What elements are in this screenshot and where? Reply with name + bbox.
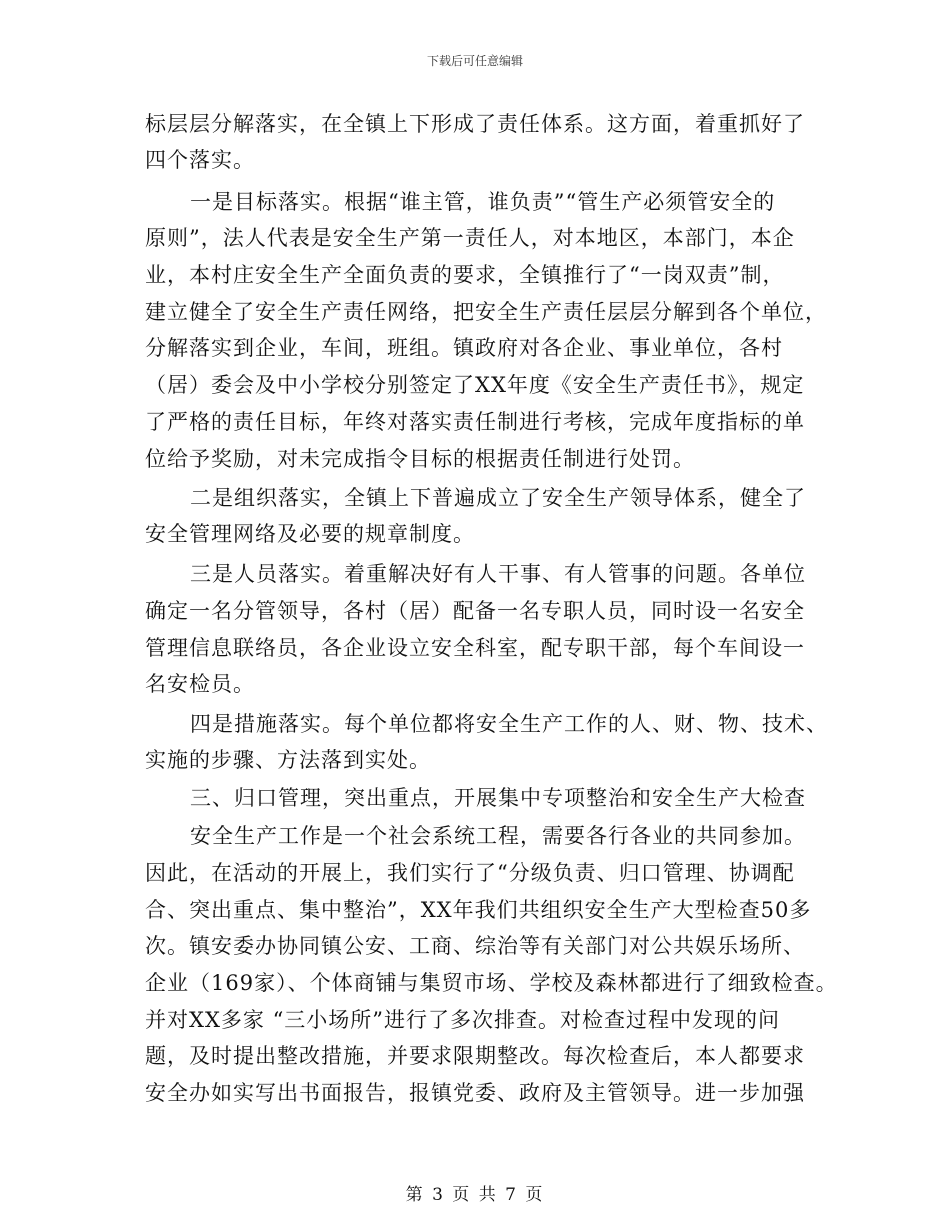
text-line: 安全办如实写出书面报告，报镇党委、政府及主管领导。进一步加强 <box>145 1081 805 1105</box>
text-line: 因此，在活动的开展上，我们实行了“分级负责、归口管理、协调配 <box>145 861 795 885</box>
text-line: 确定一名分管领导，各村（居）配备一名专职人员，同时设一名安全 <box>145 599 805 623</box>
text-line: 名安检员。 <box>145 672 255 696</box>
text-line: 四个落实。 <box>145 148 255 172</box>
section-heading: 三、归口管理，突出重点，开展集中专项整治和安全生产大检查 <box>190 786 806 810</box>
text-line: 合、突出重点、集中整治”，XX年我们共组织安全生产大型检查50多 <box>145 898 812 922</box>
text-line: 二是组织落实，全镇上下普遍成立了安全生产领导体系，健全了 <box>190 486 806 510</box>
text-line: 管理信息联络员，各企业设立安全科室，配专职干部，每个车间设一 <box>145 636 805 660</box>
text-line: 企业（169家）、个体商铺与集贸市场、学校及森林都进行了细致检查。 <box>145 971 838 995</box>
page-header-note: 下载后可任意编辑 <box>426 54 523 68</box>
text-line: （居）委会及中小学校分别签定了XX年度《安全生产责任书》，规定 <box>145 373 805 397</box>
text-line: 实施的步骤、方法落到实处。 <box>145 748 431 772</box>
text-line: 一是目标落实。根据“谁主管，谁负责”“管生产必须管安全的 <box>190 190 776 214</box>
text-line: 四是措施落实。每个单位都将安全生产工作的人、财、物、技术、 <box>190 712 828 736</box>
text-line: 安全生产工作是一个社会系统工程，需要各行各业的共同参加。 <box>190 824 806 848</box>
text-line: 位给予奖励，对未完成指令目标的根据责任制进行处罚。 <box>145 447 695 471</box>
text-line: 标层层分解落实，在全镇上下形成了责任体系。这方面，着重抓好了 <box>145 112 805 136</box>
text-line: 安全管理网络及必要的规章制度。 <box>145 522 475 546</box>
text-line: 题，及时提出整改措施，并要求限期整改。每次检查后，本人都要求 <box>145 1044 805 1068</box>
page-number: 第 3 页 共 7 页 <box>405 1185 545 1205</box>
text-line: 了严格的责任目标，年终对落实责任制进行考核，完成年度指标的单 <box>145 410 805 434</box>
text-line: 建立健全了安全生产责任网络，把安全生产责任层层分解到各个单位， <box>145 300 827 324</box>
text-line: 业，本村庄安全生产全面负责的要求，全镇推行了“一岗双责”制， <box>145 263 785 287</box>
text-line: 并对XX多家 “三小场所”进行了多次排查。对检查过程中发现的问 <box>145 1008 781 1032</box>
text-line: 次。镇安委办协同镇公安、工商、综治等有关部门对公共娱乐场所、 <box>145 934 805 958</box>
text-line: 分解落实到企业，车间，班组。镇政府对各企业、事业单位，各村 <box>145 336 783 360</box>
text-line: 原则”，法人代表是安全生产第一责任人，对本地区，本部门，本企 <box>145 226 795 250</box>
text-line: 三是人员落实。着重解决好有人干事、有人管事的问题。各单位 <box>190 562 806 586</box>
